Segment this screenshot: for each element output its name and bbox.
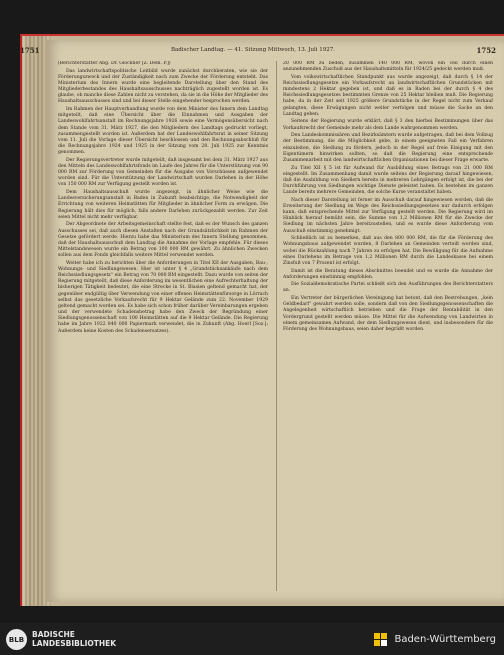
paragraph: Zu Titel XII § 5 ist für Aufwand für Ausbildung eines Betrags von 21 000 RM eingestellt. Im Zusammenhang damit wurde seitens der Regierung darauf hingewiesen, daß die Ausbildung von Siedlern bereits in mehreren Lehrgängen erfolgt ist, die bei der Durchführung von Siedlungen wichtige Dienste geleistet haben. Es bestehen im ganzen Lande bereits mehrere Gemeinden, die solche Kurse veranstaltet haben.: [283, 165, 493, 196]
paragraph: Schließlich ist zu bemerken, daß aus den 800 000 RM, die für die Förderung des Wohnungsbaus aufgewendet wurden, 8 Darlehen an Gemeinden verteilt worden sind, wobei die Rückzahlung nach 7 Jahren zu erfolgen hat. Die Bewilligung für die Aufnahme eines Darlehens im Betrage von 1,2 Millionen RM durch die Landeskasse bei einem Zinsfuß von 7 Prozent ist erfolgt.: [283, 236, 493, 266]
paragraph: Dem Haushaltsausschuß wurde angezeigt, in ähnlicher Weise wie die Landesversicherungsanstalt in Baden in Zukunft beabsichtige, die Notwendigkeit der Errichtung von weiteren Heimstätten für Mitglieder in ähnlicher Form zu erwägen. Die Regierung hält dies für möglich, falls andere Darlehen zurückgezahlt werden. Zur Zeit seien Mittel nicht mehr verfügbar.: [58, 190, 268, 220]
column-divider: [276, 61, 277, 591]
footer-bar: [0, 623, 504, 655]
library-name-line1: BADISCHE: [32, 630, 75, 639]
paragraph: Der Abgeordnete der Arbeitsgemeinschaft stellte fest, daß es der Wunsch des ganzen Ausschusses sei, daß auch diesen Anstalten nach der Grundsätzlichkeit im Rahmen der Gesetze gefördert werde. Hierzu habe das Ministerium des Innern Stellung genommen, daß der Haushaltsausschuß dem Landtag die Annahme der Vorlage empfehle. Für dieses Mittelstandswesen wurde ein Betrag von 100 000 RM gewährt. Zu ähnlichen Zwecken sollen aus dem Fonds gleichfalls weitere Mittel verwendet werden.: [58, 222, 268, 259]
left-column: [58, 61, 268, 596]
library-name[interactable]: [32, 630, 116, 648]
blb-logo-icon[interactable]: BLB: [6, 629, 27, 650]
page-number-right: 1752: [476, 46, 496, 55]
paragraph: Ein Vertreter der bürgerlichen Vereinigung hat betont, daß den Bestrebungen, „kein Geldbedarf“ gewahrt werden solle, sondern daß von den Siedlungsgenossenschaften die Angelegenheit wirtschaftlich betrieben und die Frage der Rentabilität in den Vordergrund gestellt werden müsse. Die Mittel für die Aufwendung von Landwirten in einem gemeinsamen Aufwand, der dem Siedlungswesen dient, und insbesondere für die Förderung des Wohnungsbaus, seien daher begrüßt worden.: [283, 296, 493, 332]
paragraph: Das landwirtschaftspolitische Leitbild wurde zunächst durchberaten, wie sie der Förderungszweck und der Zuständigkeit nach zum Zwecke der Förderung entsteht. Das Ministerium des Innern wurde eine begleitende Darstellung über den Stand des Mitgliederbestandes des Haushaltsausschusses nachträglich zugestellt worden ist. Es glaube, ob manche diese Zahlen nicht zu verstehen, da sie in die Höhe der Mitglieder des Haushaltsausschusses sind und bei dieser Stelle eingehender besprochen werden.: [58, 68, 268, 105]
paragraph: 20 000 RM zu beden, zusammen 140 000 RM, wovon ein Teil durch einen anzunehmenden Zuschuß aus der Haushaltsmitteln für 1924/25 gedeckt werden muß.: [283, 61, 493, 73]
paragraph: Im Rahmen der Hauptverhandlung wurde von dem Minister des Innern dem Landtag mitgeteilt, daß eine Übersicht über die Einnahmen und Ausgaben der Landeswohlfahrtsanstalt im Rechnungsjahre 1926 sowie eine Vermögensübersicht nach dem Stande vom 31. März 1927, die den Mitgliedern des Landtags gedruckt vorliegt, zusammengestellt worden ist. Außerdem hat der Landeswohlfahrtsrat in seiner Sitzung vom 11. Juli die Vorlage dieser Übersicht beschlossen und den Rechnungsabschluß für die Rechnungsjahre 1924 und 1925 in der Sitzung vom 28. Juli 1925 zur Kenntnis genommen.: [58, 107, 268, 156]
paragraph: Weiter habe ich zu berichten über die Anforderungen in Titel XII der Ausgaben, Bau-, Wohnungs- und Siedlungswesen. Hier ist unter § 4 „Grundstücksankäufe nach dem Reichssiedlungsgesetz“ ein Betrag von 70 000 RM eingestellt. Dazu wurde von seiten der Regierung mitgeteilt, daß diese Anforderung im wesentlichen eine Aufrechterhaltung der bisherigen Tätigkeit bedeutet, die eine Strecke in St. Blasien geltend gemacht hat, der gegenüber endgültig über Verwendung von einer offenen Heimstättenfürsorge in Lörrach selbst das gesetzliche Vorkaufsrecht für 9 Hektar Gelände zum 22. November 1929 geltend gemacht worden sei. Es habe sich schon früher darüber Vereinbarungen ergeben und der verwendete Schadensbetrag habe den Zweck der Begründung einer Siedlungsgenossenschaft von 100 Heimstätten auf die 9 Hektar Gelände. Die Regierung habe im Jahre 1922 840 000 Papiermark verwendet, die in Zukunft (Abg. Hoerl [Soz.]: Außerdem keine Kosten des Schadensersatzes).: [58, 260, 268, 334]
paragraph: Nach dieser Darstellung ist ferner im Ausschuß darauf hingewiesen worden, daß die Erweiterung der Siedlung im Wege des Reichssiedlungsgesetzes nur dadurch erfolgen kann, daß entsprechende Mittel zur Verfügung gestellt werden. Die Regierung wird im Hinblick hierauf bemüht sein, die Summe von 1,2 Millionen RM für die Zwecke der Siedlung im nächsten Jahre bereitzustellen, und es wurde diese Anforderung vom Ausschuß einstimmig genehmigt.: [283, 197, 493, 234]
bw-brand[interactable]: [374, 633, 496, 646]
paragraph: Die Sozialdemokratische Partei schließt sich den Ausführungen des Berichterstatters an.: [283, 282, 493, 294]
paragraph: Der Regierungsvertreter wurde mitgeteilt, daß insgesamt bei dem 31. März 1927 aus den Mitteln des Landeswohlfahrtsfonds im Laufe des Jahres für die Unterstützung von 90 000 RM zur Förderung von Gemeinden für die Ausgabe von Vorschüssen aufgewendet worden sind. Für die Unterstützung der Landwirtschaft wurden Darlehen in der Höhe von 150 000 RM zur Verfügung gestellt worden ist.: [58, 157, 268, 188]
paragraph: Vom volkswirtschaftlichen Standpunkt aus wurde angezeigt, daß durch § 14 der Reichssiedlungsgesetze ein Vorkaufsrecht an landwirtschaftlichen Grundstücken mit mindestens 2 Hektar gegeben ist, und daß es in Baden bei der durch § 4 des Reichssiedlungsgesetzes bestimmten Grenze von 25 Hektar bleiben muß. Die Regierung habe, da in der Zeit seit 1925 größere Grundstücke in der Regel nicht zum Verkauf gelangten, diese Erwägungen nicht weiter verfolgen und müsse die Sache an den Landtag geben.: [283, 74, 493, 117]
bw-lion-icon: [374, 633, 388, 646]
library-name-line2: LANDESBIBLIOTHEK: [32, 639, 117, 648]
paragraph: Damit ist die Beratung dieses Abschnittes beendet und es wurde die Annahme der Anforderungen einstimmig empfohlen.: [283, 268, 493, 280]
page-header: [10, 46, 496, 56]
page-number-left: 1751: [20, 46, 40, 55]
running-header: Badischer Landtag. — 41. Sitzung Mittwoch, 13. Juli 1927.: [170, 47, 336, 53]
bw-label: Baden-Württemberg: [394, 634, 496, 645]
paragraph: Seitens der Regierung wurde erklärt, daß § 3 den hierbei Bestimmungen über das Vorkaufsrecht der Gemeinde mehr als dem Lande wahrgenommen werden.: [283, 119, 493, 131]
paragraph: Den Landeskommissären und Bezirksämtern wurde aufgetragen, daß bei dem Vollzug der Bestimmung, die die Möglichkeit gebe, in einem geeigneten Fall ein Verfahren einzuleiten, die Siedlung zu fördern, jedoch in der Regel auf freie Einigung mit den Eigentümern hinwirken sollten, so daß die Regierung eine entsprechende Zusammenarbeit mit den landwirtschaftlichen Organisationen bei dieser Frage erwarte.: [283, 133, 493, 163]
text-columns: [58, 61, 498, 596]
paragraph: (Berichterstatter Abg. Dr. Glockner [Z. Dem. P.]): [58, 61, 171, 66]
right-column: [283, 61, 493, 596]
